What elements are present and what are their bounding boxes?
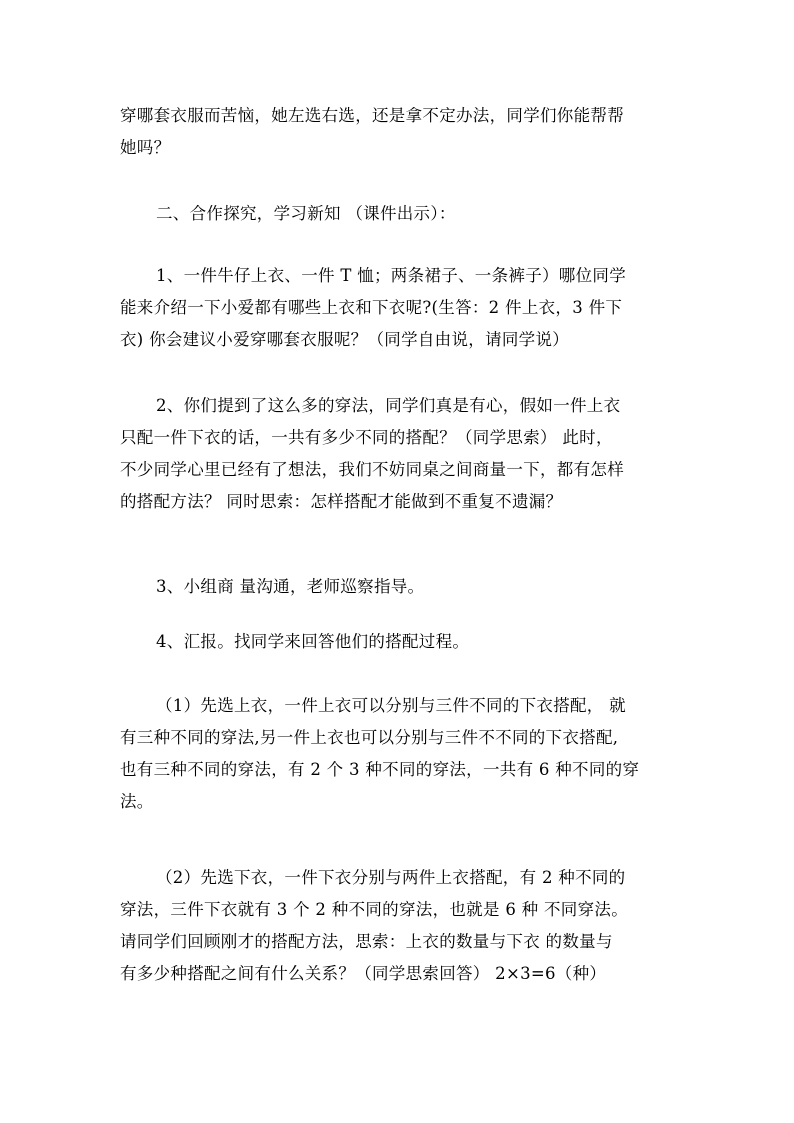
- text-line: 只配一件下衣的话，一共有多少不同的搭配？（同学思索） 此时，: [120, 428, 613, 447]
- text-line: 穿哪套衣服而苦恼，她左选右选，还是拿不定办法，同学们你能帮帮: [120, 106, 624, 125]
- paragraph-step-1: [120, 260, 680, 356]
- text-line: 衣) 你会建议小爱穿哪套衣服呢？（同学自由说，请同学说）: [120, 330, 570, 349]
- paragraph-step-2: [120, 390, 680, 518]
- paragraph-step-3: [120, 571, 680, 603]
- text-line: 不少同学心里已经有了想法，我们不妨同桌之间商量一下，都有怎样: [120, 460, 624, 479]
- text-line: 1、一件牛仔上衣、一件 T 恤；两条裙子、一条裤子）哪位同学: [156, 266, 626, 285]
- text-line: 法。: [120, 792, 154, 811]
- paragraph-method-2: [120, 862, 680, 990]
- text-line: 也有三种不同的穿法，有 2 个 3 种不同的穿法，一共有 6 种不同的穿: [120, 760, 640, 779]
- text-line: 能来介绍一下小爱都有哪些上衣和下衣呢?(生答：2 件上衣，3 件下: [120, 298, 623, 317]
- text-line: 2、你们提到了这么多的穿法，同学们真是有心，假如一件上衣: [156, 396, 621, 415]
- text-line: 有多少种搭配之间有什么关系？（同学思索回答） 2×3=6（种）: [120, 964, 607, 983]
- text-line: 3、小组商 量沟通，老师巡察指导。: [156, 577, 425, 596]
- section-heading-cooperative-exploration: [120, 198, 680, 230]
- text-line: 4、汇报。找同学来回答他们的搭配过程。: [156, 632, 470, 651]
- text-line: 她吗？: [120, 138, 171, 157]
- paragraph-step-4: [120, 626, 680, 658]
- text-line: 请同学们回顾刚才的搭配方法，思索：上衣的数量与下衣 的数量与: [120, 932, 613, 951]
- text-line: 有三种不同的穿法,另一件上衣也可以分别与三件不不同的下衣搭配,: [120, 728, 619, 747]
- text-line: 的搭配方法？ 同时思索：怎样搭配才能做到不重复不遗漏？: [120, 492, 563, 511]
- text-line: （2）先选下衣，一件下衣分别与两件上衣搭配，有 2 种不同的: [156, 868, 626, 887]
- paragraph-intro-continuation: [120, 100, 680, 164]
- text-line: 二、合作探究，学习新知 （课件出示）：: [156, 204, 456, 223]
- text-line: （1）先选上衣，一件上衣可以分别与三件不同的下衣搭配， 就: [156, 696, 626, 715]
- paragraph-method-1: [120, 690, 680, 818]
- text-line: 穿法，三件下衣就有 3 个 2 种不同的穿法，也就是 6 种 不同穿法。: [120, 900, 629, 919]
